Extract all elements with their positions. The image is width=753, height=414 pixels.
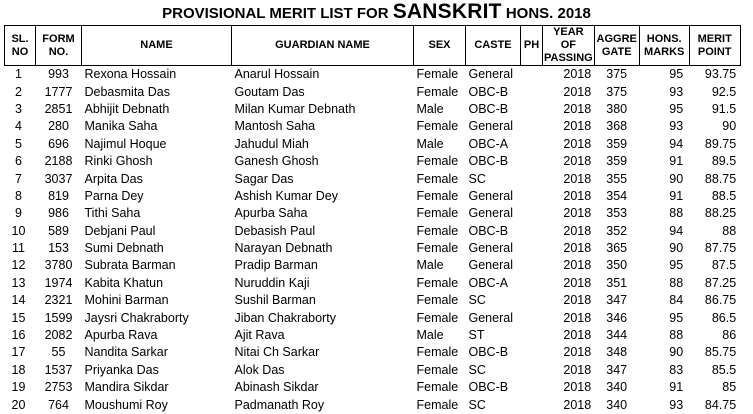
- cell-merit-point: 86: [722, 328, 737, 343]
- cell-form-no: 3780: [44, 258, 73, 273]
- cell-aggregate: 375: [606, 84, 628, 99]
- table-row: [5, 223, 741, 240]
- cell-hons-marks: 94: [669, 136, 684, 151]
- header-sl: SL. NO: [5, 26, 36, 66]
- cell-caste: OBC-B: [468, 84, 509, 99]
- cell-year-of-passing: 2018: [563, 188, 592, 203]
- cell-ph: [521, 153, 543, 170]
- merit-table: [4, 25, 741, 414]
- cell-form-no: 819: [48, 188, 69, 203]
- cell-name: Rexona Hossain: [84, 67, 177, 82]
- cell-sex: Female: [416, 188, 459, 203]
- cell-aggregate: 347: [606, 362, 628, 377]
- cell-year-of-passing: 2018: [563, 328, 592, 343]
- cell-name: Kabita Khatun: [84, 275, 164, 290]
- cell-year-of-passing: 2018: [563, 310, 592, 325]
- cell-ph: [521, 118, 543, 135]
- cell-year-of-passing: 2018: [563, 84, 592, 99]
- cell-sex: Female: [416, 206, 459, 221]
- cell-guardian-name: Mantosh Saha: [234, 119, 316, 134]
- cell-hons-marks: 93: [669, 397, 684, 412]
- cell-merit-point: 86.75: [704, 293, 737, 308]
- cell-hons-marks: 88: [669, 206, 684, 221]
- cell-sex: Female: [416, 310, 459, 325]
- cell-guardian-name: Ganesh Ghosh: [234, 154, 319, 169]
- cell-form-no: 1599: [44, 310, 73, 325]
- cell-form-no: 1537: [44, 362, 73, 377]
- cell-name: Debjani Paul: [84, 223, 156, 238]
- cell-hons-marks: 91: [669, 154, 684, 169]
- header-ph: PH: [521, 26, 543, 66]
- cell-aggregate: 340: [606, 380, 628, 395]
- cell-form-no: 2188: [44, 154, 73, 169]
- table-row: [5, 257, 741, 274]
- cell-guardian-name: Sagar Das: [234, 171, 294, 186]
- cell-year-of-passing: 2018: [563, 258, 592, 273]
- cell-year-of-passing: 2018: [563, 362, 592, 377]
- cell-hons-marks: 91: [669, 188, 684, 203]
- cell-name: Nandita Sarkar: [84, 345, 168, 360]
- cell-sex: Male: [416, 101, 444, 116]
- cell-caste: OBC-A: [468, 136, 509, 151]
- cell-name: Priyanka Das: [84, 362, 159, 377]
- cell-ph: [521, 136, 543, 153]
- cell-merit-point: 88.5: [711, 188, 737, 203]
- cell-caste: OBC-A: [468, 275, 509, 290]
- cell-sex: Female: [416, 380, 459, 395]
- cell-guardian-name: Apurba Saha: [234, 206, 308, 221]
- table-row: [5, 170, 741, 187]
- cell-caste: SC: [468, 171, 486, 186]
- cell-merit-point: 88.25: [704, 206, 737, 221]
- cell-name: Manika Saha: [84, 119, 158, 134]
- cell-sex: Female: [416, 345, 459, 360]
- cell-merit-point: 92.5: [711, 84, 737, 99]
- cell-sl-no: 10: [11, 223, 26, 238]
- cell-sex: Female: [416, 67, 459, 82]
- cell-aggregate: 340: [606, 397, 628, 412]
- cell-hons-marks: 95: [669, 101, 684, 116]
- cell-merit-point: 90: [722, 119, 737, 134]
- cell-name: Moushumi Roy: [84, 397, 168, 412]
- cell-sl-no: 13: [11, 275, 26, 290]
- table-row: [5, 66, 741, 84]
- cell-caste: OBC-B: [468, 345, 509, 360]
- cell-sl-no: 19: [11, 380, 26, 395]
- cell-aggregate: 351: [606, 275, 628, 290]
- cell-ph: [521, 188, 543, 205]
- cell-merit-point: 85.75: [704, 345, 737, 360]
- cell-hons-marks: 88: [669, 328, 684, 343]
- cell-guardian-name: Padmanath Roy: [234, 397, 325, 412]
- header-name: NAME: [82, 26, 232, 66]
- cell-hons-marks: 95: [669, 67, 684, 82]
- cell-ph: [521, 66, 543, 84]
- title-subject: SANSKRIT: [392, 0, 502, 23]
- cell-caste: General: [468, 67, 513, 82]
- cell-sex: Female: [416, 275, 459, 290]
- cell-year-of-passing: 2018: [563, 293, 592, 308]
- cell-ph: [521, 379, 543, 396]
- cell-caste: OBC-B: [468, 223, 509, 238]
- cell-guardian-name: Narayan Debnath: [234, 241, 333, 256]
- cell-form-no: 280: [48, 119, 69, 134]
- table-body: [5, 66, 741, 414]
- cell-form-no: 589: [48, 223, 69, 238]
- cell-merit-point: 89.5: [711, 154, 737, 169]
- cell-year-of-passing: 2018: [563, 67, 592, 82]
- table-row: [5, 309, 741, 326]
- cell-aggregate: 348: [606, 345, 628, 360]
- cell-ph: [521, 275, 543, 292]
- cell-sl-no: 5: [15, 136, 22, 151]
- cell-merit-point: 93.75: [704, 67, 737, 82]
- cell-form-no: 764: [48, 397, 69, 412]
- cell-sex: Male: [416, 136, 444, 151]
- cell-form-no: 153: [48, 241, 69, 256]
- cell-sex: Female: [416, 223, 459, 238]
- cell-ph: [521, 223, 543, 240]
- cell-hons-marks: 95: [669, 258, 684, 273]
- cell-form-no: 55: [51, 345, 66, 360]
- cell-aggregate: 354: [606, 188, 628, 203]
- table-row: [5, 379, 741, 396]
- cell-name: Debasmita Das: [84, 84, 170, 99]
- header-guardian-name: GUARDIAN NAME: [232, 26, 414, 66]
- cell-caste: OBC-B: [468, 101, 509, 116]
- cell-hons-marks: 83: [669, 362, 684, 377]
- cell-sex: Female: [416, 154, 459, 169]
- header-form-no: FORM NO.: [36, 26, 82, 66]
- cell-year-of-passing: 2018: [563, 119, 592, 134]
- cell-caste: OBC-B: [468, 154, 509, 169]
- cell-merit-point: 87.5: [711, 258, 737, 273]
- cell-ph: [521, 170, 543, 187]
- cell-ph: [521, 309, 543, 326]
- cell-sl-no: 11: [12, 241, 25, 256]
- table-row: [5, 240, 741, 257]
- cell-form-no: 2753: [44, 380, 73, 395]
- cell-sl-no: 6: [15, 154, 22, 169]
- cell-ph: [521, 292, 543, 309]
- cell-name: Sumi Debnath: [84, 241, 164, 256]
- cell-caste: OBC-B: [468, 380, 509, 395]
- cell-caste: SC: [468, 397, 486, 412]
- cell-caste: General: [468, 310, 513, 325]
- cell-aggregate: 347: [606, 293, 628, 308]
- cell-caste: SC: [468, 362, 486, 377]
- table-row: [5, 327, 741, 344]
- cell-sl-no: 8: [15, 188, 22, 203]
- table-row: [5, 344, 741, 361]
- cell-year-of-passing: 2018: [563, 101, 592, 116]
- cell-year-of-passing: 2018: [563, 345, 592, 360]
- cell-form-no: 1777: [44, 84, 73, 99]
- cell-sl-no: 14: [11, 293, 26, 308]
- cell-ph: [521, 327, 543, 344]
- cell-name: Tithi Saha: [84, 206, 141, 221]
- cell-sex: Female: [416, 84, 459, 99]
- cell-form-no: 1974: [44, 275, 73, 290]
- table-row: [5, 205, 741, 222]
- cell-sl-no: 17: [11, 345, 26, 360]
- cell-sex: Female: [416, 241, 459, 256]
- cell-caste: General: [468, 206, 513, 221]
- cell-name: Parna Dey: [84, 188, 144, 203]
- cell-name: Arpita Das: [84, 171, 143, 186]
- cell-form-no: 986: [48, 206, 69, 221]
- cell-form-no: 2321: [44, 293, 73, 308]
- cell-guardian-name: Nuruddin Kaji: [234, 275, 310, 290]
- cell-name: Mandira Sikdar: [84, 380, 169, 395]
- header-merit-point: MERIT POINT: [689, 26, 740, 66]
- cell-name: Abhijit Debnath: [84, 101, 170, 116]
- cell-caste: General: [468, 258, 513, 273]
- cell-name: Najimul Hoque: [84, 136, 167, 151]
- cell-ph: [521, 257, 543, 274]
- cell-name: Rinki Ghosh: [84, 154, 153, 169]
- cell-aggregate: 346: [606, 310, 628, 325]
- cell-form-no: 993: [48, 67, 69, 82]
- cell-year-of-passing: 2018: [563, 380, 592, 395]
- cell-year-of-passing: 2018: [563, 154, 592, 169]
- title-prefix: PROVISIONAL MERIT LIST FOR: [162, 5, 389, 22]
- cell-ph: [521, 344, 543, 361]
- cell-aggregate: 344: [606, 328, 628, 343]
- cell-guardian-name: Alok Das: [234, 362, 285, 377]
- cell-sl-no: 7: [15, 171, 22, 186]
- cell-guardian-name: Nitai Ch Sarkar: [234, 345, 320, 360]
- cell-guardian-name: Sushil Barman: [234, 293, 316, 308]
- cell-sex: Female: [416, 171, 459, 186]
- cell-hons-marks: 90: [669, 345, 684, 360]
- cell-sl-no: 15: [11, 310, 26, 325]
- table-row: [5, 275, 741, 292]
- cell-aggregate: 375: [606, 67, 628, 82]
- cell-hons-marks: 93: [669, 119, 684, 134]
- cell-guardian-name: Pradip Barman: [234, 258, 318, 273]
- cell-sex: Male: [416, 258, 444, 273]
- cell-guardian-name: Ashish Kumar Dey: [234, 188, 339, 203]
- header-sex: SEX: [414, 26, 466, 66]
- cell-form-no: 696: [48, 136, 69, 151]
- cell-guardian-name: Anarul Hossain: [234, 67, 320, 82]
- cell-aggregate: 352: [606, 223, 628, 238]
- cell-hons-marks: 95: [669, 310, 684, 325]
- cell-ph: [521, 362, 543, 379]
- cell-caste: ST: [468, 328, 485, 343]
- cell-hons-marks: 91: [669, 380, 684, 395]
- cell-aggregate: 359: [606, 154, 628, 169]
- header-hons-marks: HONS. MARKS: [639, 26, 689, 66]
- cell-ph: [521, 396, 543, 413]
- cell-ph: [521, 101, 543, 118]
- cell-caste: General: [468, 241, 513, 256]
- cell-aggregate: 355: [606, 171, 628, 186]
- table-row: [5, 136, 741, 153]
- cell-year-of-passing: 2018: [563, 397, 592, 412]
- cell-sex: Female: [416, 362, 459, 377]
- cell-ph: [521, 240, 543, 257]
- cell-merit-point: 86.5: [711, 310, 737, 325]
- cell-hons-marks: 90: [669, 241, 684, 256]
- cell-aggregate: 365: [606, 241, 628, 256]
- cell-sl-no: 12: [11, 258, 26, 273]
- cell-aggregate: 350: [606, 258, 628, 273]
- cell-merit-point: 84.75: [704, 397, 737, 412]
- cell-merit-point: 88: [722, 223, 737, 238]
- cell-hons-marks: 88: [669, 275, 684, 290]
- cell-name: Mohini Barman: [84, 293, 169, 308]
- cell-sl-no: 4: [15, 119, 22, 134]
- cell-sl-no: 9: [15, 206, 22, 221]
- cell-caste: General: [468, 188, 513, 203]
- table-row: [5, 188, 741, 205]
- cell-name: Apurba Rava: [84, 328, 158, 343]
- table-row: [5, 101, 741, 118]
- cell-merit-point: 85: [722, 380, 737, 395]
- cell-sl-no: 20: [11, 397, 26, 412]
- cell-guardian-name: Milan Kumar Debnath: [234, 101, 356, 116]
- table-row: [5, 153, 741, 170]
- cell-aggregate: 380: [606, 101, 628, 116]
- cell-ph: [521, 205, 543, 222]
- cell-year-of-passing: 2018: [563, 206, 592, 221]
- cell-hons-marks: 84: [669, 293, 684, 308]
- header-aggregate: AGGRE GATE: [594, 26, 639, 66]
- table-row: [5, 396, 741, 413]
- cell-sex: Female: [416, 119, 459, 134]
- cell-sl-no: 3: [15, 101, 22, 116]
- cell-form-no: 3037: [44, 171, 73, 186]
- cell-merit-point: 87.25: [704, 275, 737, 290]
- cell-year-of-passing: 2018: [563, 241, 592, 256]
- cell-year-of-passing: 2018: [563, 275, 592, 290]
- cell-sl-no: 16: [11, 328, 26, 343]
- cell-guardian-name: Abinash Sikdar: [234, 380, 319, 395]
- cell-guardian-name: Goutam Das: [234, 84, 305, 99]
- cell-guardian-name: Debasish Paul: [234, 223, 316, 238]
- cell-guardian-name: Jahudul Miah: [234, 136, 309, 151]
- cell-name: Jaysri Chakraborty: [84, 310, 189, 325]
- cell-merit-point: 85.5: [711, 362, 737, 377]
- cell-aggregate: 368: [606, 119, 628, 134]
- cell-merit-point: 91.5: [711, 101, 737, 116]
- cell-aggregate: 353: [606, 206, 628, 221]
- table-row: [5, 83, 741, 100]
- cell-ph: [521, 83, 543, 100]
- cell-sex: Female: [416, 397, 459, 412]
- cell-hons-marks: 90: [669, 171, 684, 186]
- header-caste: CASTE: [466, 26, 521, 66]
- cell-hons-marks: 94: [669, 223, 684, 238]
- cell-year-of-passing: 2018: [563, 171, 592, 186]
- table-row: [5, 292, 741, 309]
- cell-caste: SC: [468, 293, 486, 308]
- title-suffix: HONS. 2018: [505, 5, 591, 22]
- cell-merit-point: 89.75: [704, 136, 737, 151]
- cell-sex: Male: [416, 328, 444, 343]
- cell-sl-no: 2: [15, 84, 22, 99]
- cell-merit-point: 87.75: [704, 241, 737, 256]
- table-row: [5, 362, 741, 379]
- cell-year-of-passing: 2018: [563, 136, 592, 151]
- table-row: [5, 118, 741, 135]
- cell-form-no: 2851: [44, 101, 73, 116]
- cell-form-no: 2082: [44, 328, 73, 343]
- table-header: [5, 26, 741, 66]
- cell-guardian-name: Ajit Rava: [234, 328, 285, 343]
- cell-merit-point: 88.75: [704, 171, 737, 186]
- header-year-of-passing: YEAR OF PASSING: [544, 26, 593, 64]
- cell-caste: General: [468, 119, 513, 134]
- cell-aggregate: 359: [606, 136, 628, 151]
- cell-guardian-name: Jiban Chakraborty: [234, 310, 336, 325]
- cell-sl-no: 1: [15, 67, 22, 82]
- cell-hons-marks: 93: [669, 84, 684, 99]
- cell-year-of-passing: 2018: [563, 223, 592, 238]
- cell-name: Subrata Barman: [84, 258, 176, 273]
- page-title: [0, 2, 753, 24]
- cell-sl-no: 18: [11, 362, 26, 377]
- cell-sex: Female: [416, 293, 459, 308]
